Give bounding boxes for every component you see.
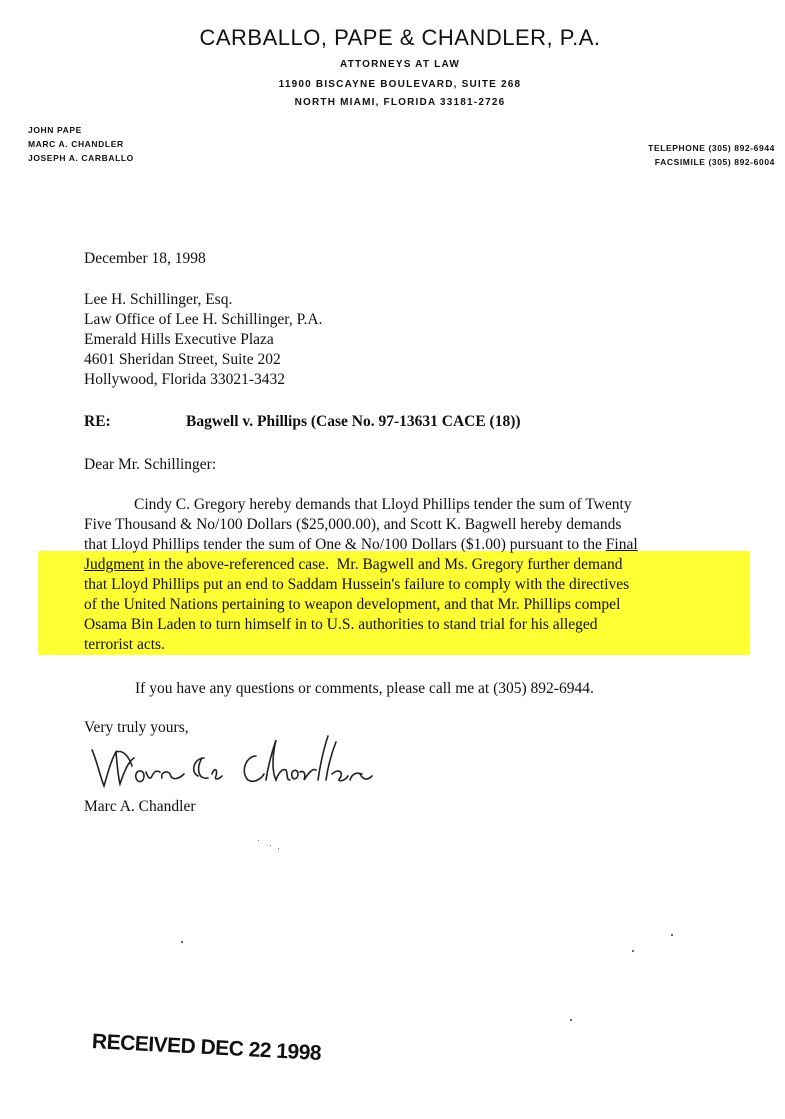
scan-speck	[671, 934, 673, 936]
body-paragraph	[84, 495, 724, 655]
paragraph-line: in the above-referenced case.	[144, 556, 329, 573]
partner-name: MARC A. CHANDLER	[28, 139, 124, 149]
scan-speck	[632, 950, 634, 952]
re-subject: Bagwell v. Phillips (Case No. 97-13631 CACE (18))	[186, 413, 521, 430]
partner-name: JOSEPH A. CARBALLO	[28, 153, 134, 163]
highlighted-text: that Lloyd Phillips put an end to Saddam Hussein's failure to comply with the directives	[84, 576, 630, 593]
partners-list	[28, 123, 134, 165]
greeting: Dear Mr. Schillinger:	[84, 456, 217, 473]
scan-speck	[570, 1019, 572, 1021]
re-label: RE:	[84, 413, 111, 430]
questions-line: If you have any questions or comments, please call me at (305) 892-6944.	[135, 680, 594, 697]
recipient-line: Law Office of Lee H. Schillinger, P.A.	[84, 311, 323, 328]
highlighted-text: terrorist acts.	[84, 636, 165, 653]
scan-speck	[258, 840, 259, 841]
scan-speck	[278, 848, 279, 849]
signature	[86, 728, 386, 798]
scan-speck	[270, 845, 271, 846]
firm-subtitle: ATTORNEYS AT LAW	[340, 59, 460, 70]
partner-name: JOHN PAPE	[28, 125, 82, 135]
closing: Very truly yours,	[84, 719, 189, 736]
firm-address-line1: 11900 BISCAYNE BOULEVARD, SUITE 268	[278, 79, 522, 90]
paragraph-line: Cindy C. Gregory hereby demands that Lloyd Phillips tender the sum of Twenty	[134, 496, 632, 513]
highlighted-text: Osama Bin Laden to turn himself in to U.S. authorities to stand trial for his alleged	[84, 616, 598, 633]
highlighted-text: of the United Nations pertaining to weapon development, and that Mr. Phillips compel	[84, 596, 621, 613]
facsimile-number: FACSIMILE (305) 892-6004	[654, 157, 775, 167]
firm-name: CARBALLO, PAPE & CHANDLER, P.A.	[199, 25, 601, 50]
recipient-line: Hollywood, Florida 33021-3432	[84, 371, 286, 388]
telephone-number: TELEPHONE (305) 892-6944	[648, 143, 775, 153]
scan-speck	[181, 941, 183, 943]
recipient-address	[84, 290, 322, 390]
signer-name: Marc A. Chandler	[84, 798, 196, 815]
final-judgment-link-part1: Final	[605, 536, 638, 553]
contact-numbers	[648, 141, 775, 169]
letter-date: December 18, 1998	[84, 250, 206, 267]
recipient-line: 4601 Sheridan Street, Suite 202	[84, 351, 281, 368]
paragraph-line: Five Thousand & No/100 Dollars ($25,000.00), and Scott K. Bagwell hereby demands	[84, 516, 622, 533]
final-judgment-link-part2: Judgment	[84, 556, 145, 573]
paragraph-line: that Lloyd Phillips tender the sum of One & No/100 Dollars ($1.00) pursuant to the	[84, 536, 602, 553]
received-stamp: RECEIVED DEC 22 1998	[91, 1030, 322, 1065]
firm-address-line2: NORTH MIAMI, FLORIDA 33181-2726	[294, 97, 506, 108]
recipient-line: Emerald Hills Executive Plaza	[84, 331, 274, 348]
highlighted-text: Mr. Bagwell and Ms. Gregory further demand	[336, 556, 623, 573]
recipient-line: Lee H. Schillinger, Esq.	[84, 291, 233, 308]
